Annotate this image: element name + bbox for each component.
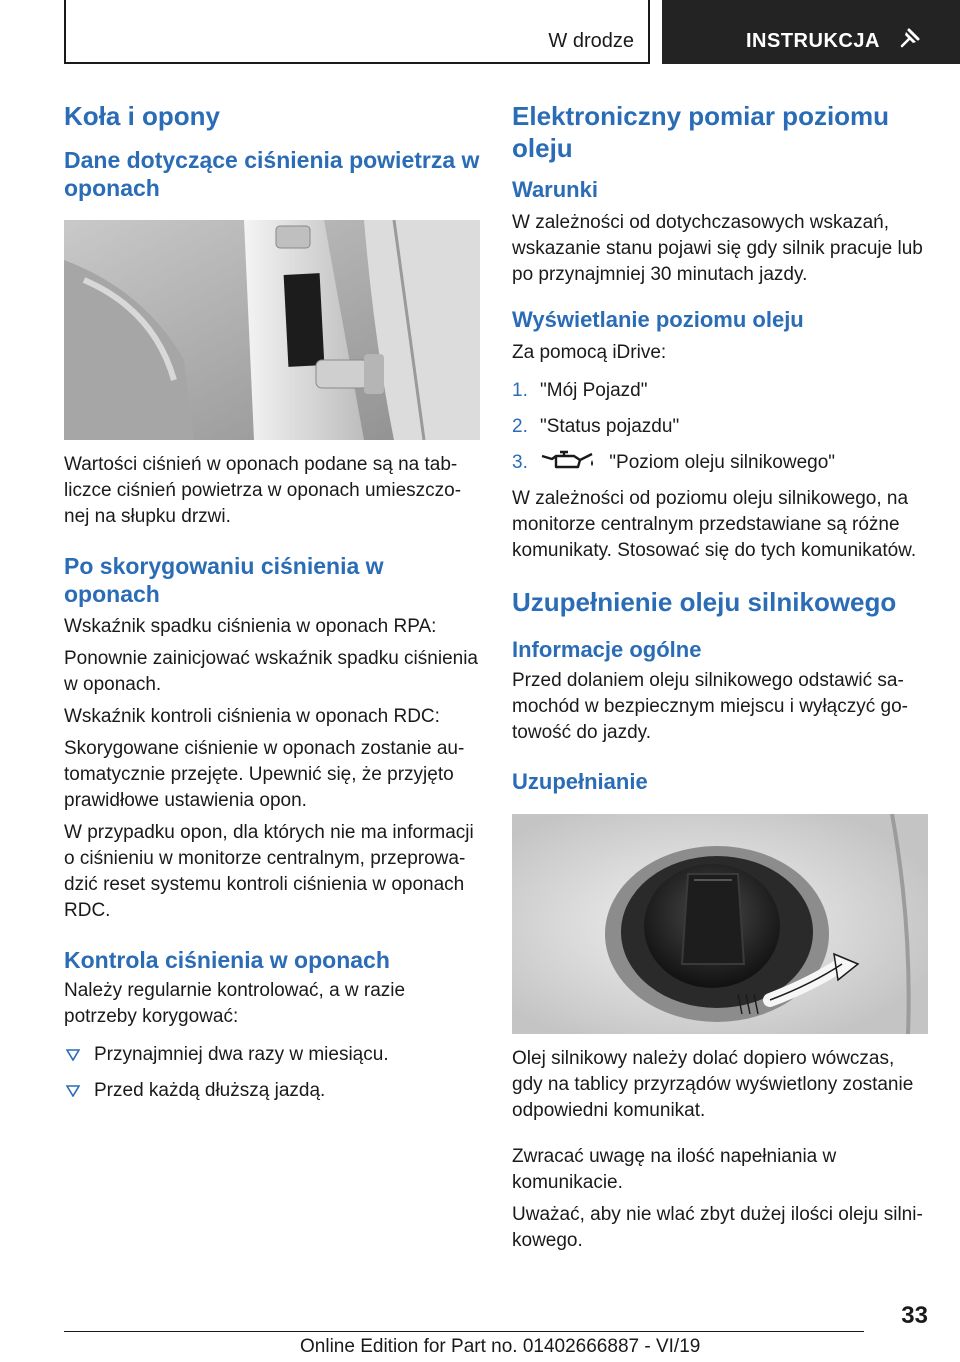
oil-cap-photo <box>512 814 928 1034</box>
check-bullet-list <box>64 1042 480 1104</box>
heading-refilling: Uzupełnianie <box>512 769 648 794</box>
section-title: W drodze <box>548 30 634 52</box>
heading-pressure-data: Dane dotyczące ciśnienia powietrza w oponach <box>64 147 480 201</box>
paragraph-careful: Uważać, aby nie wlać zbyt dużej ilości oleju silnikowego. <box>512 1204 923 1251</box>
list-item <box>512 378 928 404</box>
list-item <box>64 1078 480 1104</box>
page-number: 33 <box>901 1302 928 1329</box>
step-number: 1. <box>512 380 528 401</box>
triangle-bullet-icon <box>66 1085 80 1097</box>
paragraph-rdc-reset: W przypadku opon, dla których nie ma informacji o ciśnieniu w monitorze centralnym, przeprowadzić reset systemu kontroli ciśnienia w oponach RDC. <box>64 822 474 921</box>
heading-conditions: Warunki <box>512 177 598 202</box>
step-text: "Status pojazdu" <box>540 416 680 437</box>
step-number: 3. <box>512 452 528 473</box>
heading-pressure-check: Kontrola ciśnienia w oponach <box>64 947 390 973</box>
paragraph-pressure-values: Wartości ciśnień w oponach podane są na tabliczce ciśnień powietrza w oponach umieszczonej na słupku drzwi. <box>64 454 462 527</box>
footer-divider <box>64 1331 864 1332</box>
left-column <box>64 100 480 1114</box>
idrive-steps <box>512 378 928 476</box>
step-text: "Poziom oleju silnikowego" <box>609 452 836 473</box>
heading-wheels-tyres: Koła i opony <box>64 101 220 131</box>
bullet-text: Przed każdą dłuższą jazdą. <box>94 1080 326 1101</box>
edition-text: Online Edition for Part no. 01402666887 - VI/19 <box>300 1336 701 1357</box>
paragraph-idrive: Za pomocą iDrive: <box>512 342 667 363</box>
page-header <box>0 0 960 66</box>
triangle-bullet-icon <box>66 1049 80 1061</box>
oil-can-icon <box>540 450 596 472</box>
instruction-tab <box>662 0 960 64</box>
heading-general-info: Informacje ogólne <box>512 637 702 662</box>
right-column <box>512 100 928 1254</box>
heading-oil-measurement: Elektroniczny pomiar poziomu oleju <box>512 101 890 163</box>
paragraph-rpa-reinit: Ponownie zainicjować wskaźnik spadku ciśnienia w oponach. <box>64 648 478 695</box>
heading-oil-display: Wyświetlanie poziomu oleju <box>512 307 804 332</box>
paragraph-rdc-auto: Skorygowane ciśnienie w oponach zostanie automatycznie przejęte. Upewnić się, że przyjęto prawidłowe ustawienia opon. <box>64 738 465 811</box>
list-item <box>64 1042 480 1068</box>
paragraph-check: Należy regularnie kontrolować, a w razie potrzeby korygować: <box>64 980 406 1027</box>
paragraph-messages: W zależności od poziomu oleju silnikowego, na monitorze centralnym przedstawiane są różne komunikaty. Stosować się do tych komunikatów. <box>512 488 917 561</box>
list-item <box>512 414 928 440</box>
step-text: "Mój Pojazd" <box>540 380 648 401</box>
bullet-text: Przynajmniej dwa razy w miesiącu. <box>94 1044 389 1065</box>
list-item <box>512 450 928 476</box>
door-pillar-image <box>64 220 480 440</box>
instruction-tab-label: INSTRUKCJA <box>746 30 880 52</box>
paragraph-rpa: Wskaźnik spadku ciśnienia w oponach RPA: <box>64 616 437 637</box>
heading-oil-refill: Uzupełnienie oleju silnikowego <box>512 587 897 617</box>
paragraph-general: Przed dolaniem oleju silnikowego odstawić samochód w bezpiecznym miejscu i wyłączyć gotowość do jazdy. <box>512 670 908 743</box>
door-pillar-photo <box>64 220 480 440</box>
pin-icon <box>896 26 922 52</box>
step-number: 2. <box>512 416 528 437</box>
paragraph-conditions: W zależności od dotychczasowych wskazań, wskazanie stanu pojawi się gdy silnik pracuje lub po przynajmniej 30 minutach jazdy. <box>512 212 923 285</box>
section-header-box <box>64 0 650 64</box>
heading-after-correction: Po skorygowaniu ciśnienia w oponach <box>64 553 384 607</box>
oil-filler-cap-image <box>512 814 928 1034</box>
paragraph-amount: Zwracać uwagę na ilość napełniania w komunikacie. <box>512 1146 837 1193</box>
paragraph-rdc: Wskaźnik kontroli ciśnienia w oponach RDC: <box>64 706 440 727</box>
paragraph-only-when: Olej silnikowy należy dolać dopiero wówczas, gdy na tablicy przyrządów wyświetlony zostanie odpowiedni komunikat. <box>512 1048 914 1121</box>
